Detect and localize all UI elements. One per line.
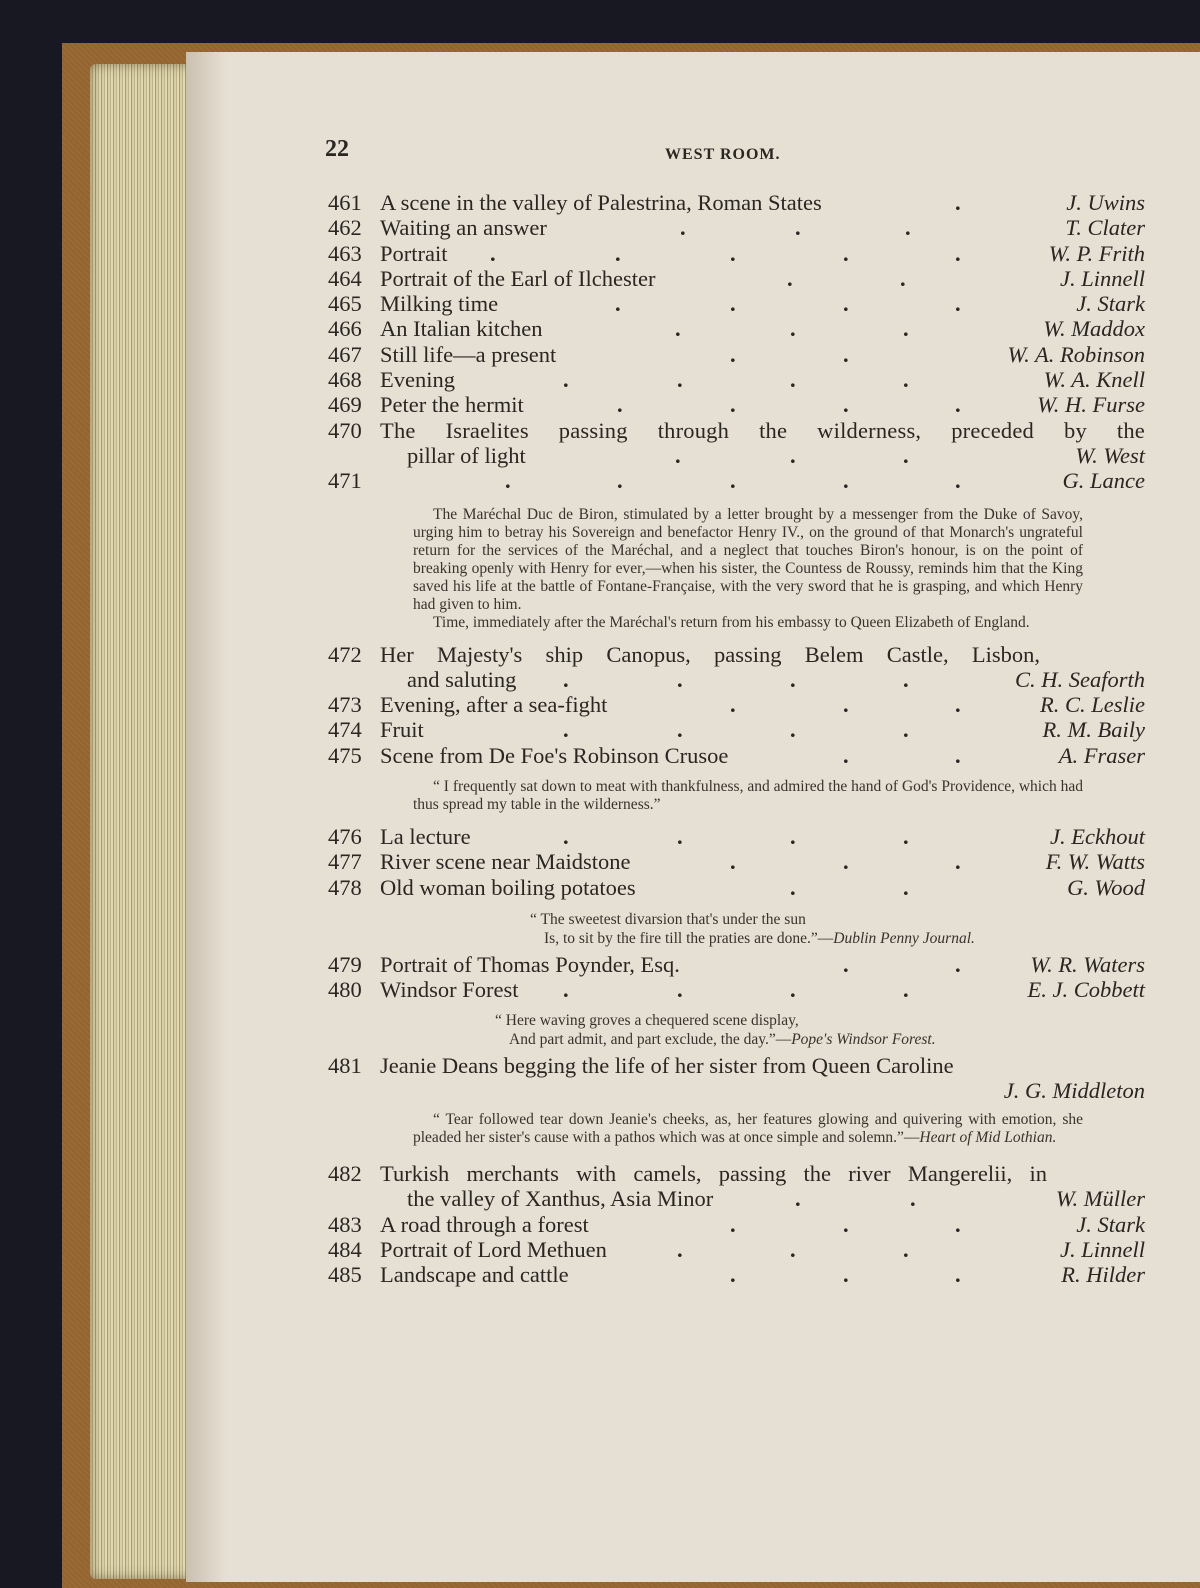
- leader-dot: .: [955, 190, 961, 215]
- leader-dot: .: [505, 468, 511, 494]
- leader-dot: .: [955, 468, 961, 494]
- entry-title: Landscape and cattle: [380, 1262, 569, 1288]
- leader-dot: .: [843, 291, 849, 317]
- entry-number: 469: [328, 392, 362, 418]
- leader-dot: .: [680, 215, 686, 241]
- entry-artist: W. A. Knell: [1043, 367, 1145, 393]
- leader-dot: .: [730, 291, 736, 317]
- leader-dot: .: [843, 1211, 849, 1237]
- entry-number: 484: [328, 1237, 362, 1263]
- leader-dot: .: [955, 392, 961, 418]
- leader-dot: .: [787, 265, 793, 291]
- entry-title: Portrait of the Earl of Ilchester: [380, 265, 656, 291]
- leader-dot: .: [795, 215, 801, 241]
- leader-dot: .: [955, 849, 961, 875]
- leader-dot: .: [677, 824, 683, 850]
- entry-475: [325, 743, 1145, 814]
- leader-dot: .: [563, 977, 569, 1003]
- entry-number: 473: [328, 692, 362, 718]
- entry-title: Portrait: [380, 240, 448, 266]
- entry-number: 470: [328, 417, 362, 443]
- leader-dot: .: [675, 442, 681, 468]
- leader-dot: .: [903, 666, 909, 692]
- leader-dot: .: [903, 1237, 909, 1263]
- entry-number: 480: [328, 977, 362, 1003]
- entry-title: Still life—a present: [380, 341, 557, 367]
- entry-number: 478: [328, 874, 362, 900]
- entry-number: 481: [328, 1052, 362, 1078]
- entry-number: 465: [328, 291, 362, 317]
- leader-dot: .: [843, 692, 849, 718]
- entry-470: [325, 418, 1145, 469]
- quote-line: “ Here waving groves a chequered scene display,: [495, 1011, 799, 1029]
- leader-dot: .: [900, 265, 906, 291]
- entry-artist: J. Linnell: [1060, 265, 1145, 291]
- entry-471: [325, 468, 1145, 631]
- entry-number: 485: [328, 1262, 362, 1288]
- entry-title: Jeanie Deans begging the life of her sister from Queen Caroline: [380, 1052, 954, 1078]
- leader-dot: .: [843, 849, 849, 875]
- entry-number: 479: [328, 951, 362, 977]
- entry-title: Scene from De Foe's Robinson Crusoe: [380, 742, 729, 768]
- entry-title: Fruit: [380, 717, 424, 743]
- leader-dot: .: [615, 291, 621, 317]
- entry-468: [325, 367, 1145, 392]
- quote-source: Pope's Windsor Forest.: [791, 1030, 936, 1048]
- leader-dot: .: [843, 1262, 849, 1288]
- page-number: 22: [325, 136, 349, 162]
- entry-title: Waiting an answer: [380, 215, 547, 241]
- entry-463: [325, 241, 1145, 266]
- leader-dot: .: [790, 316, 796, 342]
- quote-text: Is, to sit by the fire till the praties are done.”—: [544, 929, 834, 947]
- entry-artist: C. H. Seaforth: [1014, 666, 1145, 692]
- leader-dot: .: [903, 367, 909, 393]
- note-paragraph: Time, immediately after the Maréchal's return from his embassy to Queen Elizabeth of England.: [433, 613, 1030, 631]
- entry-artist: J. G. Middleton: [1003, 1077, 1145, 1103]
- leader-dot: .: [903, 824, 909, 850]
- leader-dot: .: [730, 692, 736, 718]
- entry-quote: [495, 1011, 1145, 1049]
- entry-artist: W. West: [1075, 442, 1145, 468]
- leader-dot: .: [677, 367, 683, 393]
- leader-dot: .: [730, 849, 736, 875]
- entry-artist: W. A. Robinson: [1007, 341, 1145, 367]
- entry-title: Turkish merchants with camels, passing the river Mangerelii, in: [380, 1161, 1047, 1187]
- running-head: WEST ROOM.: [665, 146, 781, 163]
- quote-line: [544, 929, 1145, 948]
- entry-title: Her Majesty's ship Canopus, passing Belem Castle, Lisbon,: [380, 641, 1040, 667]
- entry-467: [325, 342, 1145, 367]
- leader-dot: .: [790, 666, 796, 692]
- leader-dot: .: [903, 977, 909, 1003]
- leader-dot: .: [730, 1211, 736, 1237]
- leader-dot: .: [955, 692, 961, 718]
- entry-number: 474: [328, 717, 362, 743]
- leader-dot: .: [843, 742, 849, 768]
- entry-477: [325, 849, 1145, 874]
- entry-479: [325, 952, 1145, 977]
- leader-dot: .: [795, 1186, 801, 1212]
- leader-dot: .: [903, 316, 909, 342]
- entry-number: 463: [328, 240, 362, 266]
- leader-dot: .: [843, 392, 849, 418]
- leader-dot: .: [675, 316, 681, 342]
- entry-artist: W. R. Waters: [1030, 951, 1145, 977]
- leader-dot: .: [563, 367, 569, 393]
- entry-number: 461: [328, 190, 362, 215]
- leader-dot: .: [905, 215, 911, 241]
- entry-artist: R. C. Leslie: [1040, 692, 1145, 718]
- leader-dot: .: [790, 367, 796, 393]
- leader-dot: .: [843, 240, 849, 266]
- entry-number: 467: [328, 341, 362, 367]
- entry-quote: [413, 1111, 1083, 1147]
- quote-line: “ The sweetest divarsion that's under the sun: [530, 910, 806, 928]
- entry-title: Portrait of Lord Methuen: [380, 1237, 607, 1263]
- quote-source: Dublin Penny Journal.: [833, 929, 975, 947]
- entry-title: River scene near Maidstone: [380, 849, 631, 875]
- leader-dot: .: [790, 1237, 796, 1263]
- entry-artist: J. Linnell: [1060, 1237, 1145, 1263]
- entry-461: [325, 190, 1145, 215]
- entry-title: A scene in the valley of Palestrina, Roman States: [380, 190, 822, 215]
- leader-dot: .: [955, 291, 961, 317]
- leader-dot: .: [790, 977, 796, 1003]
- entry-artist: W. P. Frith: [1048, 240, 1145, 266]
- entry-number: 472: [328, 641, 362, 667]
- leader-dot: .: [955, 742, 961, 768]
- entry-artist: T. Clater: [1065, 215, 1145, 241]
- leader-dot: .: [677, 1237, 683, 1263]
- entry-artist: J. Uwins: [1066, 190, 1145, 215]
- entry-number: 464: [328, 265, 362, 291]
- quote-source: Heart of Mid Lothian.: [919, 1129, 1057, 1147]
- leader-dot: .: [790, 717, 796, 743]
- entry-464: [325, 266, 1145, 291]
- entry-title-continued: the valley of Xanthus, Asia Minor: [407, 1186, 714, 1212]
- entry-466: [325, 316, 1145, 341]
- leader-dot: .: [563, 666, 569, 692]
- entry-title: Evening: [380, 367, 455, 393]
- leader-dot: .: [490, 240, 496, 266]
- entry-artist: J. Stark: [1076, 1211, 1145, 1237]
- page-header: [325, 136, 1145, 172]
- leader-dot: .: [843, 951, 849, 977]
- entry-number: 477: [328, 849, 362, 875]
- quote-body: “ Tear followed tear down Jeanie's cheeks, as, her features glowing and quivering with emotion, she pleaded her sister's cause with a pathos which was at once simple and solemn.”—: [413, 1111, 1083, 1147]
- entry-number: 468: [328, 367, 362, 393]
- entry-artist: G. Lance: [1062, 468, 1145, 494]
- entry-artist: R. Hilder: [1061, 1262, 1145, 1288]
- entry-478: [325, 875, 1145, 948]
- leader-dot: .: [730, 240, 736, 266]
- entry-title: Portrait of Thomas Poynder, Esq.: [380, 951, 680, 977]
- entry-artist: J. Eckhout: [1050, 824, 1145, 850]
- entry-469: [325, 392, 1145, 417]
- entry-462: [325, 215, 1145, 240]
- leader-dot: .: [730, 341, 736, 367]
- leader-dot: .: [903, 442, 909, 468]
- entry-title-continued: and saluting: [407, 666, 517, 692]
- entry-465: [325, 291, 1145, 316]
- leader-dot: .: [617, 392, 623, 418]
- entry-number: 466: [328, 316, 362, 342]
- leader-dot: .: [955, 1262, 961, 1288]
- leader-dot: .: [903, 874, 909, 900]
- entry-title: Milking time: [380, 291, 499, 317]
- entry-number: 471: [328, 468, 362, 494]
- entry-485: [325, 1262, 1145, 1287]
- leader-dot: .: [955, 951, 961, 977]
- leader-dot: .: [843, 341, 849, 367]
- entry-473: [325, 692, 1145, 717]
- entry-artist: A. Fraser: [1058, 742, 1145, 768]
- page-edges: [90, 64, 198, 1579]
- entry-number: 483: [328, 1211, 362, 1237]
- leader-dot: .: [677, 977, 683, 1003]
- entry-480: [325, 977, 1145, 1048]
- entry-title: The Israelites passing through the wilderness, preceded by the: [380, 417, 1145, 443]
- quote-line: [509, 1030, 1145, 1049]
- entry-artist: W. H. Furse: [1037, 392, 1145, 418]
- entry-476: [325, 824, 1145, 849]
- leader-dot: .: [730, 392, 736, 418]
- entry-title-continued: pillar of light: [407, 442, 526, 468]
- entry-title: Evening, after a sea-fight: [380, 692, 608, 718]
- entry-title: Peter the hermit: [380, 392, 524, 418]
- entry-artist: E. J. Cobbett: [1027, 977, 1145, 1003]
- leader-dot: .: [955, 240, 961, 266]
- leader-dot: .: [677, 666, 683, 692]
- entry-artist: R. M. Baily: [1042, 717, 1145, 743]
- entry-title: La lecture: [380, 824, 471, 850]
- leader-dot: .: [903, 717, 909, 743]
- leader-dot: .: [730, 468, 736, 494]
- entry-481: [325, 1053, 1145, 1148]
- entry-484: [325, 1237, 1145, 1262]
- leader-dot: .: [790, 824, 796, 850]
- leader-dot: .: [790, 874, 796, 900]
- entry-title: An Italian kitchen: [380, 316, 543, 342]
- entry-483: [325, 1212, 1145, 1237]
- entry-artist: F. W. Watts: [1045, 849, 1145, 875]
- entry-482: [325, 1161, 1145, 1212]
- entry-number: 476: [328, 824, 362, 850]
- entry-quote: [413, 778, 1083, 814]
- entry-note: [413, 506, 1083, 632]
- entry-474: [325, 717, 1145, 742]
- entry-artist: J. Stark: [1076, 291, 1145, 317]
- leader-dot: .: [617, 468, 623, 494]
- leader-dot: .: [955, 1211, 961, 1237]
- leader-dot: .: [790, 442, 796, 468]
- entry-number: 475: [328, 742, 362, 768]
- entry-artist: G. Wood: [1067, 874, 1145, 900]
- entry-472: [325, 642, 1145, 693]
- quote-text: “ I frequently sat down to meat with thankfulness, and admired the hand of God's Providence, which had thus spread my table in the wilderness.”: [413, 778, 1083, 814]
- entry-quote: [530, 910, 1145, 948]
- entry-number: 462: [328, 215, 362, 241]
- leader-dot: .: [677, 717, 683, 743]
- leader-dot: .: [563, 824, 569, 850]
- quote-text: And part admit, and part exclude, the day.”—: [509, 1030, 792, 1048]
- entry-title: Windsor Forest: [380, 977, 519, 1003]
- entry-title: Old woman boiling potatoes: [380, 874, 636, 900]
- quote-text: [413, 1111, 1083, 1147]
- leader-dot: .: [910, 1186, 916, 1212]
- entry-artist: W. Maddox: [1043, 316, 1145, 342]
- entry-title: A road through a forest: [380, 1211, 589, 1237]
- entry-number: 482: [328, 1161, 362, 1187]
- leader-dot: .: [730, 1262, 736, 1288]
- catalogue-entries: [325, 190, 1145, 1288]
- leader-dot: .: [563, 717, 569, 743]
- note-paragraph: The Maréchal Duc de Biron, stimulated by a letter brought by a messenger from the Duke of Savoy, urging him to betray his Sovereign and benefactor Henry IV., on the ground of that Monarch's ungrateful return for the services of the Maréchal, and a neglect that touches Biron's honour, is on the point of breaking openly with Henry for ever,—when his sister, the Countess de Roussy, reminds him that the King saved his life at the battle of Fontane-Française, with the very sword that he is grasping, and which Henry had given to him.: [413, 505, 1083, 613]
- leader-dot: .: [843, 468, 849, 494]
- leader-dot: .: [615, 240, 621, 266]
- entry-artist: W. Müller: [1055, 1186, 1145, 1212]
